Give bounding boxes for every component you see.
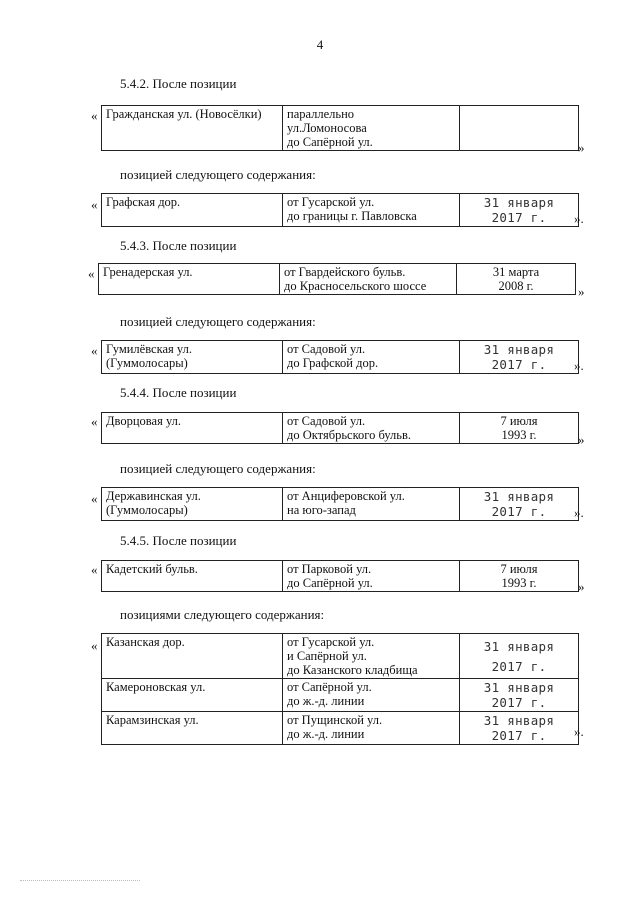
open-quote: « — [91, 414, 98, 429]
date-cell: 7 июля 1993 г. — [460, 561, 579, 592]
caption-5-4-4: позицией следующего содержания: — [120, 461, 316, 476]
street-cell: Гражданская ул. (Новосёлки) — [102, 106, 283, 151]
caption-5-4-5: позициями следующего содержания: — [120, 607, 325, 622]
street-cell: Карамзинская ул. — [102, 712, 283, 745]
table-row — [99, 264, 576, 295]
street-cell: Казанская дор. — [102, 634, 283, 679]
section-cell: от Сапёрной ул. до ж.-д. линии — [283, 679, 460, 712]
table-row — [102, 194, 579, 227]
new-position-table-5-4-3 — [101, 340, 579, 374]
table-row — [102, 679, 579, 712]
close-quote: ». — [574, 724, 584, 739]
street-cell: Гумилёвская ул. (Гуммолосары) — [102, 341, 283, 374]
street-cell: Державинская ул. (Гуммолосары) — [102, 488, 283, 521]
street-cell: Гренадерская ул. — [99, 264, 280, 295]
section-cell: от Гусарской ул. и Сапёрной ул. до Казанского кладбища — [283, 634, 460, 679]
new-position-table-5-4-2 — [101, 193, 579, 227]
scan-artifact-divider — [20, 880, 140, 883]
street-cell: Кадетский бульв. — [102, 561, 283, 592]
page-number: 4 — [316, 37, 324, 52]
date-cell: 31 января 2017 г. — [460, 712, 579, 745]
date-cell: 31 марта 2008 г. — [457, 264, 576, 295]
caption-5-4-2: позицией следующего содержания: — [120, 167, 316, 182]
heading-5-4-2: 5.4.2. После позиции — [120, 76, 237, 91]
street-cell: Дворцовая ул. — [102, 413, 283, 444]
date-cell: 31 января 2017 г. — [460, 679, 579, 712]
street-cell: Графская дор. — [102, 194, 283, 227]
open-quote: « — [91, 108, 98, 123]
close-quote: ». — [574, 211, 584, 226]
table-row — [102, 561, 579, 592]
section-cell: от Садовой ул. до Октябрьского бульв. — [283, 413, 460, 444]
section-cell: от Парковой ул. до Сапёрной ул. — [283, 561, 460, 592]
old-position-table-5-4-2 — [101, 105, 579, 151]
close-quote: ». — [574, 505, 584, 520]
date-cell: 31 января 2017 г. — [460, 488, 579, 521]
caption-5-4-3: позицией следующего содержания: — [120, 314, 316, 329]
table-row — [102, 106, 579, 151]
section-cell: параллельно ул.Ломоносова до Сапёрной ул. — [283, 106, 460, 151]
section-cell: от Гвардейского бульв. до Красносельского шоссе — [280, 264, 457, 295]
section-cell: от Садовой ул. до Графской дор. — [283, 341, 460, 374]
date-cell: 31 января 2017 г. — [460, 634, 579, 679]
table-row — [102, 634, 579, 679]
close-quote: » — [578, 284, 585, 299]
street-cell: Камероновская ул. — [102, 679, 283, 712]
old-position-table-5-4-5 — [101, 560, 579, 592]
open-quote: « — [91, 638, 98, 653]
heading-5-4-3: 5.4.3. После позиции — [120, 238, 237, 253]
open-quote: « — [88, 266, 95, 281]
new-position-table-5-4-5 — [101, 633, 579, 745]
section-cell: от Анциферовской ул. на юго-запад — [283, 488, 460, 521]
heading-5-4-4: 5.4.4. После позиции — [120, 385, 237, 400]
open-quote: « — [91, 562, 98, 577]
open-quote: « — [91, 491, 98, 506]
old-position-table-5-4-3 — [98, 263, 576, 295]
heading-5-4-5: 5.4.5. После позиции — [120, 533, 237, 548]
date-cell: 7 июля 1993 г. — [460, 413, 579, 444]
table-row — [102, 413, 579, 444]
section-cell: от Пущинской ул. до ж.-д. линии — [283, 712, 460, 745]
date-cell — [460, 106, 579, 151]
new-position-table-5-4-4 — [101, 487, 579, 521]
close-quote: » — [578, 432, 585, 447]
open-quote: « — [91, 343, 98, 358]
date-cell: 31 января 2017 г. — [460, 341, 579, 374]
table-row — [102, 341, 579, 374]
table-row — [102, 712, 579, 745]
close-quote: » — [578, 140, 585, 155]
section-cell: от Гусарской ул. до границы г. Павловска — [283, 194, 460, 227]
table-row — [102, 488, 579, 521]
close-quote: » — [578, 579, 585, 594]
old-position-table-5-4-4 — [101, 412, 579, 444]
date-cell: 31 января 2017 г. — [460, 194, 579, 227]
close-quote: ». — [574, 358, 584, 373]
open-quote: « — [91, 197, 98, 212]
